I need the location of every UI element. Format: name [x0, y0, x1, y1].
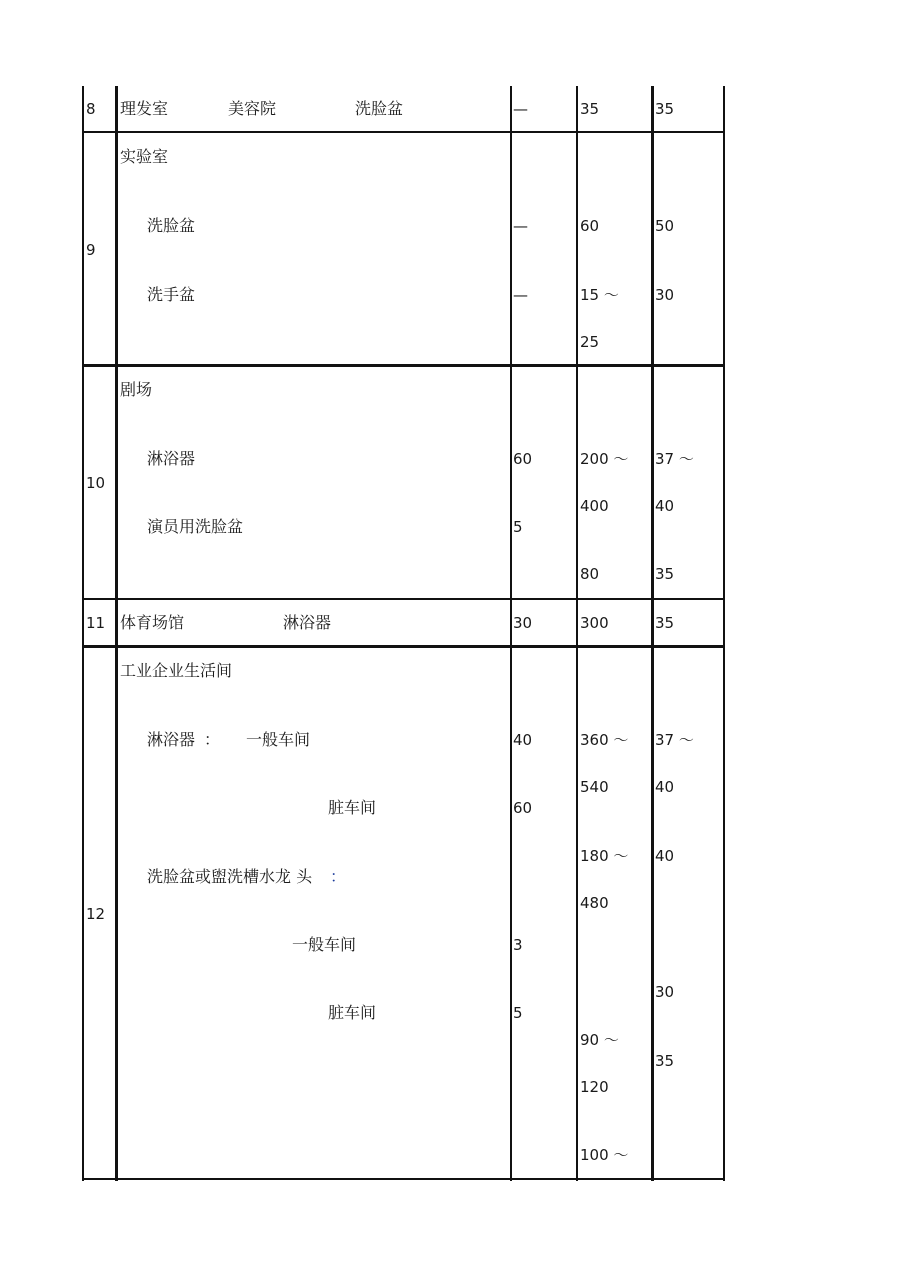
cell-value: 40 [513, 731, 533, 749]
cell-value: 120 [580, 1078, 609, 1096]
cell-value: 5 [513, 518, 523, 536]
fixture-name: 洗脸盆 [355, 99, 404, 118]
row-number: 11 [86, 614, 106, 632]
workshop-type: 脏车间 [328, 1003, 377, 1022]
cell-value: — [513, 100, 528, 118]
row-number: 8 [86, 100, 96, 118]
colon: ： [204, 730, 221, 749]
fixture-name: 洗手盆 [147, 285, 196, 304]
row-divider [82, 131, 725, 133]
cell-value: 50 [655, 217, 675, 235]
colon: ： [330, 867, 347, 886]
cell-value: 200 ～ [580, 450, 629, 468]
row-number: 9 [86, 241, 96, 259]
cell-value: 35 [655, 1052, 675, 1070]
cell-value: 15 ～ [580, 286, 619, 304]
cell-value: 300 [580, 614, 609, 632]
room-name: 理发室 [120, 99, 169, 118]
cell-value: 37 ～ [655, 731, 694, 749]
table-border-right [723, 86, 725, 1181]
cell-value: 35 [655, 565, 675, 583]
column-divider-1 [115, 86, 118, 1181]
cell-value: 80 [580, 565, 600, 583]
fixture-name: 演员用洗脸盆 [147, 517, 244, 536]
column-divider-3 [576, 86, 578, 1181]
workshop-type: 一般车间 [246, 730, 311, 749]
row-number: 10 [86, 474, 106, 492]
column-divider-4 [651, 86, 654, 1181]
fixture-name: 洗脸盆或盥洗槽水龙 头 [147, 867, 313, 886]
row-divider [82, 364, 725, 367]
cell-value: 3 [513, 936, 523, 954]
fixture-name: 淋浴器 [147, 449, 196, 468]
cell-value: 30 [513, 614, 533, 632]
cell-value: 37 ～ [655, 450, 694, 468]
cell-value: 540 [580, 778, 609, 796]
cell-value: — [513, 217, 528, 235]
cell-value: — [513, 286, 528, 304]
cell-value: 480 [580, 894, 609, 912]
cell-value: 60 [513, 799, 533, 817]
row-divider [82, 598, 725, 600]
cell-value: 100 ～ [580, 1146, 629, 1164]
column-divider-2 [510, 86, 512, 1181]
cell-value: 40 [655, 497, 675, 515]
cell-value: 180 ～ [580, 847, 629, 865]
fixture-name: 淋浴器 [147, 730, 196, 749]
fixture-name: 淋浴器 [283, 613, 332, 632]
cell-value: 35 [655, 614, 675, 632]
row-number: 12 [86, 905, 106, 923]
fixture-name: 洗脸盆 [147, 216, 196, 235]
cell-value: 40 [655, 847, 675, 865]
group-title: 实验室 [120, 147, 169, 166]
workshop-type: 一般车间 [292, 935, 357, 954]
cell-value: 35 [580, 100, 600, 118]
cell-value: 30 [655, 983, 675, 1001]
cell-value: 5 [513, 1004, 523, 1022]
table-border-bottom [82, 1178, 725, 1180]
table-border-left [82, 86, 84, 1181]
cell-value: 60 [513, 450, 533, 468]
workshop-type: 脏车间 [328, 798, 377, 817]
cell-value: 90 ～ [580, 1031, 619, 1049]
room-name: 美容院 [228, 99, 277, 118]
cell-value: 35 [655, 100, 675, 118]
cell-value: 360 ～ [580, 731, 629, 749]
cell-value: 60 [580, 217, 600, 235]
group-title: 工业企业生活间 [120, 661, 233, 680]
row-divider [82, 645, 725, 648]
cell-value: 40 [655, 778, 675, 796]
room-name: 体育场馆 [120, 613, 185, 632]
cell-value: 400 [580, 497, 609, 515]
cell-value: 30 [655, 286, 675, 304]
cell-value: 25 [580, 333, 600, 351]
group-title: 剧场 [120, 380, 153, 399]
